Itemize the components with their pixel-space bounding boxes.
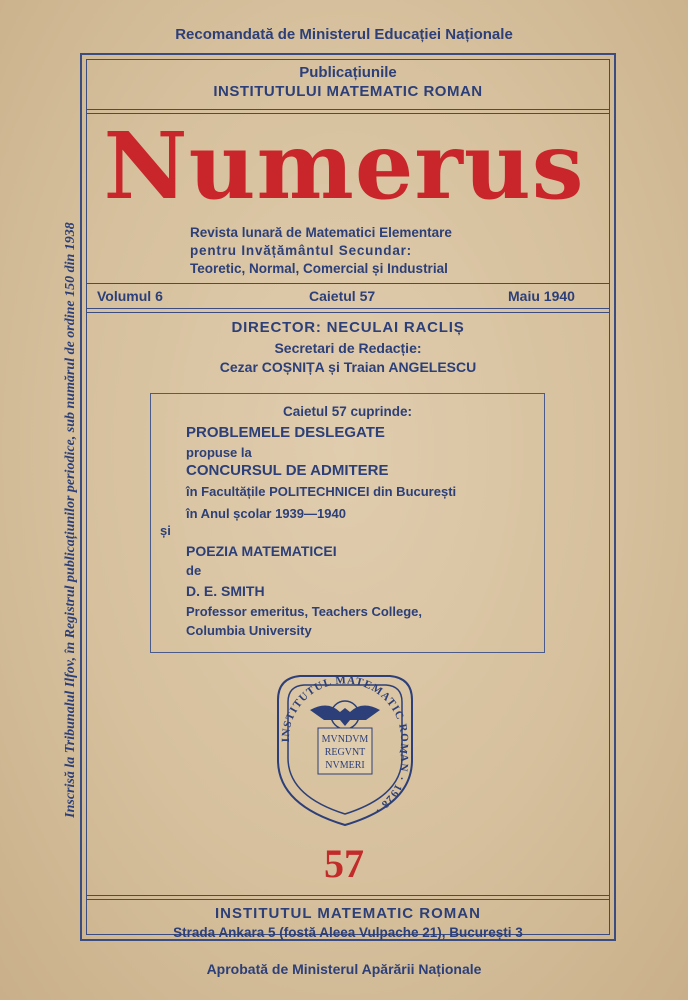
issue-number-large: 57: [324, 841, 364, 886]
svg-text:NVMERI: NVMERI: [325, 760, 365, 771]
bottom-note: Aprobată de Ministerul Apărării Naționale: [206, 961, 482, 977]
header-line2: INSTITUTULUI MATEMATIC ROMAN: [213, 83, 483, 100]
contents-item1-line4: în Facultățile POLITECHNICEI din București: [186, 484, 457, 499]
contents-item2-title: POEZIA MATEMATICEI: [186, 543, 337, 559]
magazine-title: Numerus: [103, 112, 585, 220]
divider: [86, 109, 610, 110]
svg-text:REGVNT: REGVNT: [324, 747, 366, 758]
divider: [86, 283, 610, 284]
contents-item1-line2: propuse la: [186, 445, 252, 460]
top-note: Recomandată de Ministerul Educației Naționale: [175, 26, 513, 43]
footer-line1: INSTITUTUL MATEMATIC ROMAN: [215, 905, 481, 922]
institute-seal: [270, 660, 420, 830]
subtitle-line3: Teoretic, Normal, Comercial și Industrial: [190, 261, 448, 276]
volume: Volumul 6: [97, 288, 163, 304]
divider: [86, 308, 610, 309]
contents-heading: Caietul 57 cuprinde:: [282, 404, 413, 419]
secretaries-label: Secretari de Redacție:: [274, 340, 422, 356]
divider: [86, 312, 610, 313]
contents-and: și: [160, 523, 171, 538]
director: DIRECTOR: NECULAI RACLIȘ: [231, 319, 465, 336]
contents-item2-line2: de: [186, 563, 202, 578]
secretaries: Cezar COȘNIȚA și Traian ANGELESCU: [219, 359, 477, 375]
contents-item1-line5: în Anul școlar 1939—1940: [186, 506, 346, 521]
issue-number: Caietul 57: [309, 288, 376, 304]
subtitle-line2: pentru Invățământul Secundar:: [190, 243, 412, 258]
side-registration-text: Inscrisă la Tribunalul Ilfov, în Registrul publicațiunilor periodice, sub numărul de ordine 150 din 1938: [63, 222, 78, 818]
contents-item2-line5: Columbia University: [186, 623, 312, 638]
svg-text:INSTITUTUL MATEMATIC ROMAN · 1: INSTITUTUL MATEMATIC ROMAN · 1928 ·: [279, 674, 411, 817]
divider: [86, 895, 610, 896]
contents-item1-line3: CONCURSUL DE ADMITERE: [186, 462, 389, 479]
footer-line2: Strada Ankara 5 (fostă Aleea Vulpache 21), București 3: [173, 925, 523, 940]
contents-item2-author: D. E. SMITH: [186, 583, 265, 599]
contents-item1-title: PROBLEMELE DESLEGATE: [186, 424, 385, 441]
svg-text:MVNDVM: MVNDVM: [321, 734, 369, 745]
issue-date: Maiu 1940: [508, 288, 575, 304]
subtitle-line1: Revista lunară de Matematici Elementare: [190, 225, 452, 240]
contents-item2-line4: Professor emeritus, Teachers College,: [186, 604, 423, 619]
header-line1: Publicațiunile: [299, 64, 397, 81]
eagle-icon: [310, 701, 380, 729]
divider: [86, 899, 610, 900]
